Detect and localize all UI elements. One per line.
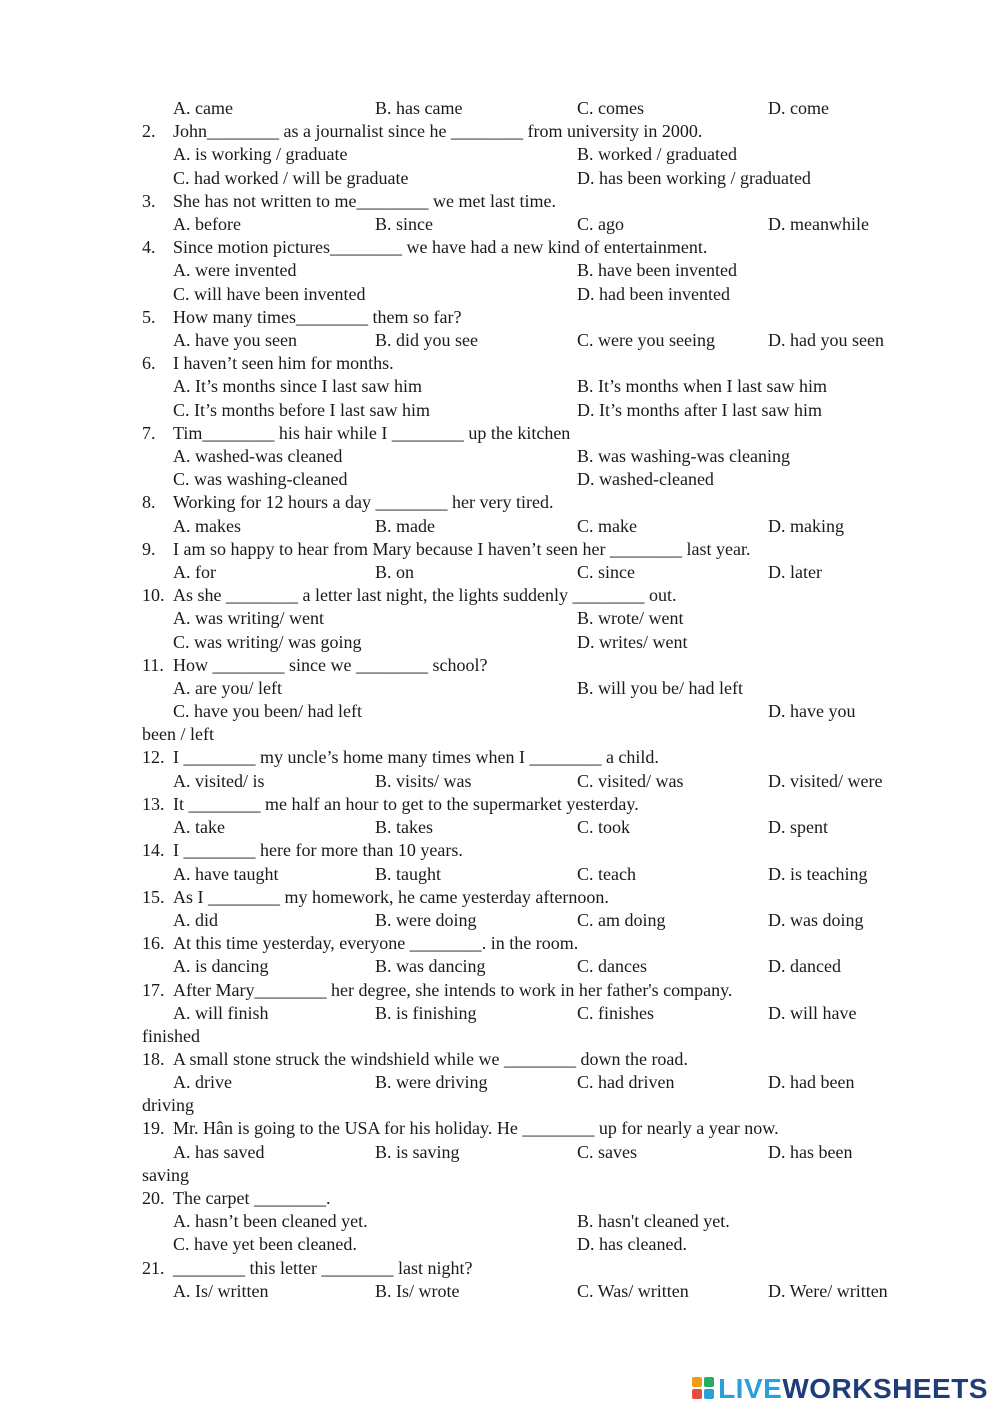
choice-b[interactable]: B. worked / graduated <box>577 144 737 164</box>
question-stem <box>0 793 1000 816</box>
choice-continuation <box>0 723 1000 746</box>
choice-b[interactable]: B. wrote/ went <box>577 608 684 628</box>
choice-d[interactable]: D. writes/ went <box>577 632 688 652</box>
choice-a[interactable]: A. was writing/ went <box>173 608 324 628</box>
question-number: 5. <box>142 307 156 327</box>
question-stem <box>0 932 1000 955</box>
question-text: ________ this letter ________ last night? <box>173 1258 473 1278</box>
question-number: 19. <box>142 1118 165 1138</box>
question-choices <box>0 167 1000 190</box>
choice-a[interactable]: A. take <box>173 817 225 837</box>
choice-c[interactable]: C. took <box>577 817 631 837</box>
question-choices <box>0 143 1000 166</box>
question-choices <box>0 329 1000 352</box>
choice-d[interactable]: D. has cleaned. <box>577 1234 687 1254</box>
question-stem <box>0 352 1000 375</box>
choice-d[interactable]: D. come <box>768 98 829 118</box>
question-choices <box>0 445 1000 468</box>
choice-a[interactable]: A. for <box>173 562 216 582</box>
question-choices <box>0 259 1000 282</box>
question-number: 21. <box>142 1258 165 1278</box>
question-choices <box>0 468 1000 491</box>
question-choices <box>0 1210 1000 1233</box>
question-stem <box>0 538 1000 561</box>
question-text: Mr. Hân is going to the USA for his holiday. He ________ up for nearly a year now. <box>173 1118 779 1138</box>
choice-d[interactable]: D. has been working / graduated <box>577 168 811 188</box>
question-choices <box>0 700 1000 723</box>
question-stem <box>0 1117 1000 1140</box>
choice-d[interactable]: D. have you <box>768 701 856 721</box>
question-stem <box>0 1257 1000 1280</box>
choice-c[interactable]: C. saves <box>577 1142 637 1162</box>
question-choices <box>0 1233 1000 1256</box>
brand-name: LIVEWORKSHEETS <box>718 1373 988 1404</box>
question-stem <box>0 746 1000 769</box>
choice-b[interactable]: B. was washing-was cleaning <box>577 446 790 466</box>
choice-d[interactable]: D. had you seen <box>768 330 884 350</box>
choice-c[interactable]: C. Was/ written <box>577 1281 689 1301</box>
choice-a[interactable]: A. Is/ written <box>173 1281 269 1301</box>
question-number: 16. <box>142 933 165 953</box>
question-choices <box>0 1071 1000 1094</box>
choice-d[interactable]: D. washed-cleaned <box>577 469 714 489</box>
question-text: I am so happy to hear from Mary because I haven’t seen her ________ last year. <box>173 539 751 559</box>
question-number: 2. <box>142 121 156 141</box>
question-number: 14. <box>142 840 165 860</box>
question-text: How many times________ them so far? <box>173 307 462 327</box>
question-number: 6. <box>142 353 156 373</box>
choice-b[interactable]: B. takes <box>375 817 433 837</box>
question-choices <box>0 909 1000 932</box>
choice-a[interactable]: A. have taught <box>173 864 279 884</box>
question-choices <box>0 1280 1000 1303</box>
choice-c[interactable]: C. had driven <box>577 1072 675 1092</box>
choice-a[interactable]: A. visited/ is <box>173 771 265 791</box>
choice-c[interactable]: C. have yet been cleaned. <box>173 1234 357 1254</box>
choice-d-continued: driving <box>142 1095 194 1115</box>
choice-b[interactable]: B. made <box>375 516 435 536</box>
choice-d[interactable]: D. meanwhile <box>768 214 869 234</box>
question-choices <box>0 1002 1000 1025</box>
question-number: 3. <box>142 191 156 211</box>
question-choices <box>0 213 1000 236</box>
question-text: It ________ me half an hour to get to the supermarket yesterday. <box>173 794 639 814</box>
question-text: Tim________ his hair while I ________ up the kitchen <box>173 423 571 443</box>
question-stem <box>0 839 1000 862</box>
question-number: 15. <box>142 887 165 907</box>
question-choices <box>0 375 1000 398</box>
choice-b[interactable]: B. visits/ was <box>375 771 472 791</box>
question-stem <box>0 886 1000 909</box>
choice-b[interactable]: B. did you see <box>375 330 478 350</box>
choice-continuation <box>0 1164 1000 1187</box>
question-choices <box>0 399 1000 422</box>
question-number: 10. <box>142 585 165 605</box>
question-number: 18. <box>142 1049 165 1069</box>
question-text: I ________ my uncle’s home many times when I ________ a child. <box>173 747 659 767</box>
choice-a[interactable]: A. before <box>173 214 241 234</box>
question-text: I ________ here for more than 10 years. <box>173 840 463 860</box>
choice-d-continued: finished <box>142 1026 200 1046</box>
choice-d[interactable]: D. has been <box>768 1142 853 1162</box>
choice-c[interactable]: C. dances <box>577 956 647 976</box>
choice-b[interactable]: B. was dancing <box>375 956 486 976</box>
choice-d-continued: saving <box>142 1165 189 1185</box>
question-number: 17. <box>142 980 165 1000</box>
question-choices <box>0 515 1000 538</box>
choice-b[interactable]: B. were driving <box>375 1072 488 1092</box>
choice-d[interactable]: D. will have <box>768 1003 857 1023</box>
question-text: A small stone struck the windshield while we ________ down the road. <box>173 1049 688 1069</box>
question-number: 20. <box>142 1188 165 1208</box>
choice-c[interactable]: C. have you been/ had left <box>173 701 362 721</box>
choice-c[interactable]: C. since <box>577 562 635 582</box>
question-choices <box>0 283 1000 306</box>
question-stem <box>0 1187 1000 1210</box>
choice-a[interactable]: A. have you seen <box>173 330 297 350</box>
question-choices <box>0 561 1000 584</box>
question-choices <box>0 863 1000 886</box>
question-choices <box>0 816 1000 839</box>
question-stem <box>0 306 1000 329</box>
choice-a[interactable]: A. drive <box>173 1072 232 1092</box>
choice-c[interactable]: C. am doing <box>577 910 666 930</box>
choice-c[interactable]: C. had worked / will be graduate <box>173 168 409 188</box>
choice-a[interactable]: A. is working / graduate <box>173 144 348 164</box>
question-text: As she ________ a letter last night, the lights suddenly ________ out. <box>173 585 677 605</box>
choice-a[interactable]: A. makes <box>173 516 241 536</box>
question-stem <box>0 422 1000 445</box>
choice-c[interactable]: C. was washing-cleaned <box>173 469 348 489</box>
choice-b[interactable]: B. taught <box>375 864 441 884</box>
question-number: 11. <box>142 655 164 675</box>
question-stem <box>0 120 1000 143</box>
choice-b[interactable]: B. will you be/ had left <box>577 678 743 698</box>
choice-c[interactable]: C. were you seeing <box>577 330 715 350</box>
question-stem <box>0 190 1000 213</box>
question-1-choices <box>0 97 1000 120</box>
question-text: I haven’t seen him for months. <box>173 353 394 373</box>
choice-b[interactable]: B. It’s months when I last saw him <box>577 376 827 396</box>
question-choices <box>0 677 1000 700</box>
choice-c[interactable]: C. finishes <box>577 1003 655 1023</box>
choice-b[interactable]: B. is finishing <box>375 1003 477 1023</box>
question-stem <box>0 236 1000 259</box>
question-text: After Mary________ her degree, she intends to work in her father's company. <box>173 980 733 1000</box>
choice-d-continued: been / left <box>142 724 214 744</box>
choice-c[interactable]: C. make <box>577 516 637 536</box>
choice-a[interactable]: A. will finish <box>173 1003 269 1023</box>
question-number: 12. <box>142 747 165 767</box>
choice-d[interactable]: D. was doing <box>768 910 864 930</box>
question-choices <box>0 607 1000 630</box>
question-number: 8. <box>142 492 156 512</box>
question-stem <box>0 979 1000 1002</box>
question-choices <box>0 631 1000 654</box>
choice-c[interactable]: C. visited/ was <box>577 771 684 791</box>
question-choices <box>0 955 1000 978</box>
question-text: She has not written to me________ we met last time. <box>173 191 556 211</box>
choice-d[interactable]: D. had been <box>768 1072 855 1092</box>
choice-d[interactable]: D. making <box>768 516 844 536</box>
choice-a[interactable]: A. is dancing <box>173 956 269 976</box>
question-stem <box>0 654 1000 677</box>
choice-b[interactable]: B. since <box>375 214 433 234</box>
choice-d[interactable]: D. danced <box>768 956 841 976</box>
question-number: 4. <box>142 237 156 257</box>
liveworksheets-logo-icon <box>692 1377 716 1401</box>
question-number: 13. <box>142 794 165 814</box>
choice-d[interactable]: D. is teaching <box>768 864 868 884</box>
choice-b[interactable]: B. on <box>375 562 415 582</box>
choice-a[interactable]: A. were invented <box>173 260 297 280</box>
question-text: John________ as a journalist since he ________ from university in 2000. <box>173 121 703 141</box>
question-stem <box>0 1048 1000 1071</box>
choice-c[interactable]: C. ago <box>577 214 624 234</box>
choice-c[interactable]: C. will have been invented <box>173 284 366 304</box>
choice-a[interactable]: A. hasn’t been cleaned yet. <box>173 1211 368 1231</box>
choice-a[interactable]: A. are you/ left <box>173 678 282 698</box>
question-stem <box>0 584 1000 607</box>
question-text: How ________ since we ________ school? <box>173 655 488 675</box>
question-text: At this time yesterday, everyone ________. in the room. <box>173 933 579 953</box>
choice-a[interactable]: A. It’s months since I last saw him <box>173 376 422 396</box>
question-text: The carpet ________. <box>173 1188 331 1208</box>
choice-c[interactable]: C. It’s months before I last saw him <box>173 400 430 420</box>
question-stem <box>0 491 1000 514</box>
choice-a[interactable]: A. washed-was cleaned <box>173 446 343 466</box>
choice-continuation <box>0 1025 1000 1048</box>
question-choices <box>0 1141 1000 1164</box>
choice-a[interactable]: A. has saved <box>173 1142 265 1162</box>
question-number: 9. <box>142 539 156 559</box>
choice-b[interactable]: B. Is/ wrote <box>375 1281 460 1301</box>
choice-d[interactable]: D. spent <box>768 817 828 837</box>
liveworksheets-branding[interactable] <box>692 1374 988 1404</box>
choice-d[interactable]: D. had been invented <box>577 284 730 304</box>
choice-b[interactable]: B. is saving <box>375 1142 460 1162</box>
choice-b[interactable]: B. were doing <box>375 910 477 930</box>
choice-continuation <box>0 1094 1000 1117</box>
choice-c[interactable]: C. comes <box>577 98 644 118</box>
question-text: Since motion pictures________ we have had a new kind of entertainment. <box>173 237 708 257</box>
choice-a[interactable]: A. did <box>173 910 218 930</box>
choice-b[interactable]: B. has came <box>375 98 463 118</box>
choice-c[interactable]: C. was writing/ was going <box>173 632 362 652</box>
choice-b[interactable]: B. hasn't cleaned yet. <box>577 1211 730 1231</box>
choice-d[interactable]: D. later <box>768 562 822 582</box>
choice-d[interactable]: D. Were/ written <box>768 1281 888 1301</box>
question-text: As I ________ my homework, he came yesterday afternoon. <box>173 887 609 907</box>
question-number: 7. <box>142 423 156 443</box>
choice-d[interactable]: D. It’s months after I last saw him <box>577 400 822 420</box>
choice-c[interactable]: C. teach <box>577 864 636 884</box>
choice-d[interactable]: D. visited/ were <box>768 771 883 791</box>
question-text: Working for 12 hours a day ________ her very tired. <box>173 492 554 512</box>
choice-b[interactable]: B. have been invented <box>577 260 737 280</box>
choice-a[interactable]: A. came <box>173 98 233 118</box>
question-choices <box>0 770 1000 793</box>
